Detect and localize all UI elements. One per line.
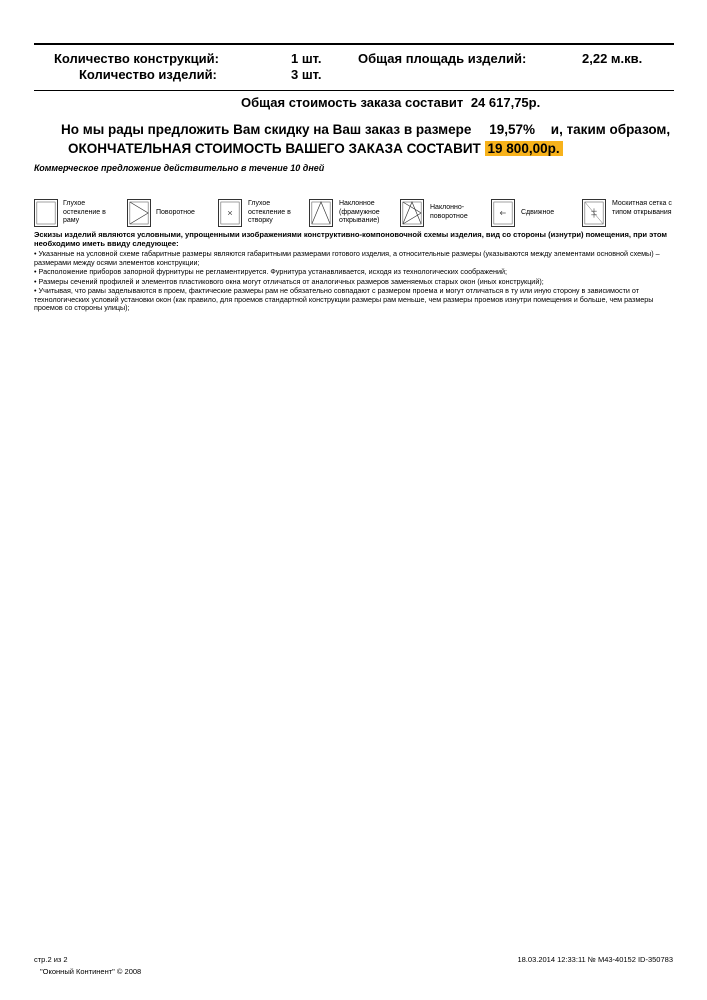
copyright: "Оконный Континент" © 2008 [40,967,142,976]
sliding-icon [491,199,515,227]
final-cost [68,141,563,156]
legend-label-fixed-sash: Глухое остекление в створку [248,200,291,224]
total-value: 24 617,75р. [470,95,541,110]
mosquito-net-icon [582,199,606,227]
document-timestamp: 18.03.2014 12:33:11 № М43-40152 ID-350783 [517,955,673,964]
tilt-turn-icon [400,199,424,227]
turn-icon [127,199,151,227]
tilt-icon [309,199,333,227]
summary-rule [34,90,674,91]
total-label: Общая стоимость заказа составит [241,95,464,110]
legend-label-tilt-turn: Наклонно-поворотное [430,204,468,220]
area-value: 2,22 м.кв. [582,51,643,66]
notes-item: • Расположение приборов запорной фурнитуры не регламентируется. Фурнитура устанавливается, исходя из технологических соображений; [34,267,507,276]
page-number: стр.2 из 2 [34,955,68,964]
notes-item: • Размеры сечений профилей и элементов пластикового окна могут отличаться от аналогичных размеров заменяемых старых окон (иных конструкций); [34,277,544,286]
discount-percent: 19,57% [489,122,535,137]
discount-offer-text: Но мы рады предложить Вам скидку на Ваш заказ в размере [61,122,472,137]
legend-label-mosquito-net: Москитная сетка с типом открывания [612,200,672,216]
top-rule [34,43,674,45]
validity-note: Коммерческое предложение действительно в течение 10 дней [34,163,325,173]
final-value: 19 800,00р. [485,141,563,156]
notes-item: • Указанные на условной схеме габаритные размеры являются габаритными размерами готового изделия, а относительные размеры (указываются между элементами основной схемы) – размерами между осями элементов конструкции; [34,249,660,267]
constructions-value: 1 шт. [291,51,322,66]
notes-item: • Учитывая, что рамы заделываются в проем, фактические размеры рам не обязательно совпадают с размером проема и могут отличаться в ту или иную сторону в зависимости от технологических условий установки окон (как правило, для проемов стандартной конструкции размеры рам меньше, чем размеры проемов изнутри помещения и больше, чем размеры проемов со стороны улицы); [34,286,654,313]
legend-label-sliding: Сдвижное [521,209,555,216]
discount-suffix: и, таким образом, [550,122,671,137]
fixed-frame-icon [34,199,58,227]
legend-label-tilt: Наклонное (фрамужное открывание) [339,200,380,224]
final-label: ОКОНЧАТЕЛЬНАЯ СТОИМОСТЬ ВАШЕГО ЗАКАЗА СОСТАВИТ [68,141,481,156]
legend-label-fixed-frame: Глухое остекление в раму [63,200,106,224]
constructions-label: Количество конструкций: [54,51,219,66]
items-label: Количество изделий: [79,67,217,82]
discount-offer [61,122,670,137]
area-label: Общая площадь изделий: [358,51,527,66]
fixed-sash-icon [218,199,242,227]
items-value: 3 шт. [291,67,322,82]
notes-heading: Эскизы изделий являются условными, упрощенными изображениями конструктивно-компоновочной схемы изделия, вид со стороны (изнутри) помещения, при этом необходимо иметь ввиду следующее: [34,230,668,248]
total-cost [241,95,540,110]
legend-label-turn: Поворотное [156,209,195,216]
